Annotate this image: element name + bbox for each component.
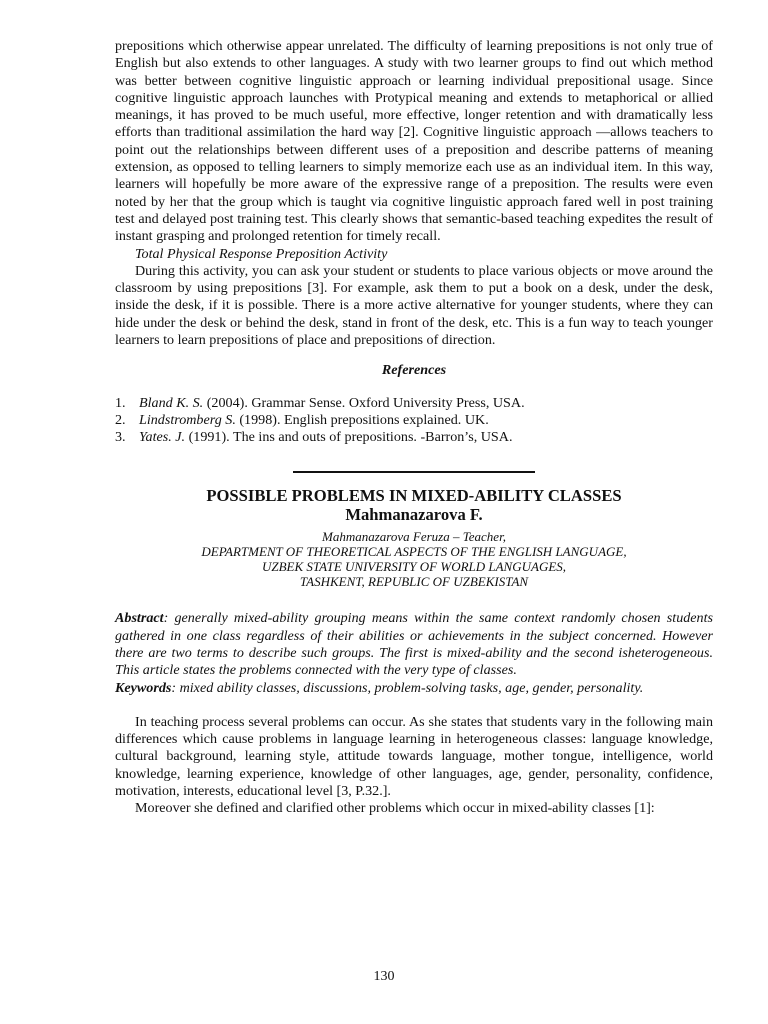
reference-author: Lindstromberg S.	[139, 411, 236, 428]
keywords-label: Keywords	[115, 679, 172, 696]
reference-details: (1998). English prepositions explained. UK.	[235, 411, 489, 428]
affiliation-line: TASHKENT, REPUBLIC OF UZBEKISTAN	[299, 574, 529, 590]
abstract-label: Abstract	[115, 610, 164, 627]
reference-list	[115, 395, 713, 447]
spacer	[115, 697, 713, 714]
activity-heading: Total Physical Response Preposition Activity	[135, 245, 388, 262]
article-author: Mahmanazarova F.	[345, 504, 483, 524]
keywords-text: : mixed ability classes, discussions, problem-solving tasks, age, gender, personality.	[171, 679, 644, 696]
references-title: References	[381, 362, 447, 379]
reference-details: (2004). Grammar Sense. Oxford University Press, USA.	[203, 394, 525, 411]
body-paragraph: Moreover she defined and clarified other problems which occur in mixed-ability classes [1]:	[135, 800, 655, 817]
affiliation-line: Mahmanazarova Feruza – Teacher,	[322, 528, 506, 544]
keywords	[115, 680, 713, 697]
article-title: POSSIBLE PROBLEMS IN MIXED-ABILITY CLASSES	[206, 485, 622, 505]
reference-text	[139, 412, 489, 429]
reference-number: 2.	[115, 411, 126, 428]
reference-author: Yates. J.	[139, 429, 186, 446]
affiliation-line: UZBEK STATE UNIVERSITY OF WORLD LANGUAGES,	[261, 558, 567, 574]
reference-item	[115, 395, 713, 412]
activity-paragraph: During this activity, you can ask your student or students to place various objects or move around the classroom by using prepositions [3]. For example, ask them to put a book on a desk, under the desk, inside the desk, if it is possible. There is a more active alternative for younger students, where they can hide under the desk or behind the desk, stand in front of the desk, etc. This is a fun way to teach younger learners to learn prepositions of place and prepositions of direction.	[115, 262, 713, 349]
reference-details: (1991). The ins and outs of prepositions. -Barron’s, USA.	[185, 429, 513, 446]
abstract	[115, 610, 713, 679]
abstract-text: : generally mixed-ability grouping means within the same context randomly chosen students gathered in one class regardless of their abilities or achievements in the subject concerned. However there are two terms to describe such groups. The first is mixed-ability and the second isheterogeneous. This article states the problems connected with the very type of classes.	[115, 610, 713, 679]
reference-text	[139, 429, 512, 446]
section-divider	[293, 471, 535, 473]
reference-item	[115, 429, 713, 446]
intro-paragraph: prepositions which otherwise appear unrelated. The difficulty of learning prepositions is not only true of English but also extends to other languages. A study with two learner groups to find out which method was better between cognitive linguistic approach or learning individual prepositional usage. Since cognitive linguistic approach launches with Protypical meaning and extends to metaphorical or allied meanings, it has proved to be much useful, more effective, longer retention and with dramatically less efforts than traditional assimilation the hard way [2]. Cognitive linguistic approach —allows teachers to point out the relationships between different uses of a preposition and describe patterns of meaning extension, as opposed to telling learners to simply memorize each use as an individual item. In this way, learners will hopefully be more aware of the expressive range of a preposition. The results were even noted by her that the group which is taught via cognitive linguistic approach fared well in post training test and delayed post training test. This clearly shows that semantic-based teaching expedites the result of instant grasping and prolonged retention for timely recall.	[115, 38, 713, 245]
reference-text	[139, 395, 525, 412]
affiliation-block	[115, 529, 713, 590]
body-paragraph: In teaching process several problems can occur. As she states that students vary in the following main differences which cause problems in language learning in heterogeneous classes: language knowledge, cultural background, learning style, attitude towards language, mother tongue, intelligence, world knowledge, learning experience, knowledge of other languages, age, gender, personality, confidence, motivation, interests, educational level [3, P.32.].	[115, 713, 713, 800]
reference-author: Bland K. S.	[139, 394, 204, 411]
page-number: 130	[373, 969, 395, 984]
affiliation-line: DEPARTMENT OF THEORETICAL ASPECTS OF THE ENGLISH LANGUAGE,	[201, 543, 627, 559]
reference-number: 3.	[115, 429, 126, 446]
reference-number: 1.	[115, 394, 126, 411]
reference-item	[115, 412, 713, 429]
page-content	[115, 38, 713, 818]
